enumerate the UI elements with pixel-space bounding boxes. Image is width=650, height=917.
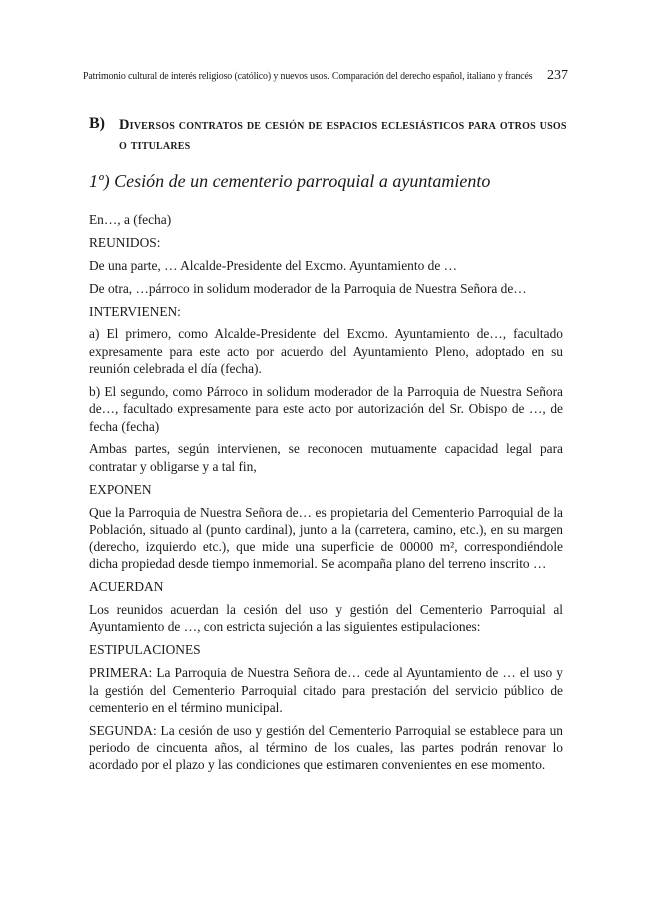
heading-estipulaciones: ESTIPULACIONES — [89, 642, 201, 658]
heading-acuerdan: ACUERDAN — [89, 579, 164, 595]
paragraph-date: En…, a (fecha) — [89, 212, 172, 227]
heading-reunidos: REUNIDOS: — [89, 234, 161, 250]
paragraph-exponen: Que la Parroquia de Nuestra Señora de… es propietaria del Cementerio Parroquial de la Población, situado al (punto cardinal), junto a la (carretera, camino, etc.), en su margen (derecho, izquierdo etc.), que mide una superficie de 00000 m², correspondiéndole dicha propiedad desde tiempo inmemorial. Se acompaña plano del terreno inscrito … — [89, 504, 563, 572]
body-text — [89, 211, 563, 779]
segunda-text: La cesión de uso y gestión del Cementerio Parroquial se establece para un periodo de cincuenta años, al término de los cuales, las partes podrán renovar lo acordado por el plazo y las condiciones que estimaren convenientes en ese momento. — [89, 722, 563, 773]
page-number: 237 — [547, 68, 568, 83]
primera-label: PRIMERA: — [89, 665, 153, 681]
running-header — [83, 70, 568, 82]
section-heading — [89, 115, 569, 155]
paragraph-party-one: De una parte, … Alcalde-Presidente del Excmo. Ayuntamiento de … — [89, 257, 458, 273]
paragraph-segunda — [89, 722, 563, 774]
paragraph-acuerdan: Los reunidos acuerdan la cesión del uso y gestión del Cementerio Parroquial al Ayuntamiento de …, con estricta sujeción a las siguientes estipulaciones: — [89, 602, 563, 635]
paragraph-intervention-b: b) El segundo, como Párroco in solidum moderador de la Parroquia de Nuestra Señora de…, facultado expresamente para este acto por autorización del Sr. Obispo de …, de fecha (fecha) — [89, 383, 563, 434]
paragraph-intervention-a: a) El primero, como Alcalde-Presidente del Excmo. Ayuntamiento de…, facultado expresamente para este acto por acuerdo del Ayuntamiento Pleno, adoptado en su reunión celebrada el día (fecha). — [89, 326, 563, 377]
paragraph-capacity: Ambas partes, según intervienen, se reconocen mutuamente capacidad legal para contratar y obligarse y a tal fin, — [89, 441, 563, 474]
heading-exponen: EXPONEN — [89, 481, 152, 497]
subsection-title: 1º) Cesión de un cementerio parroquial a ayuntamiento — [89, 171, 491, 191]
primera-text: La Parroquia de Nuestra Señora de… cede al Ayuntamiento de … el uso y la gestión del Cementerio Parroquial citado para prestación del servicio público de cementerio en el término municipal. — [89, 665, 563, 715]
paragraph-primera — [89, 664, 563, 716]
paragraph-party-two: De otra, …párroco in solidum moderador de la Parroquia de Nuestra Señora de… — [89, 280, 527, 296]
heading-intervienen: INTERVIENEN: — [89, 303, 181, 319]
section-letter: B) — [89, 115, 105, 132]
running-title: Patrimonio cultural de interés religioso (católico) y nuevos usos. Comparación del derecho español, italiano y francés — [83, 70, 533, 82]
segunda-label: SEGUNDA: — [89, 722, 157, 738]
section-title: Diversos contratos de cesión de espacios eclesiásticos para otros usos o titulares — [119, 117, 567, 153]
